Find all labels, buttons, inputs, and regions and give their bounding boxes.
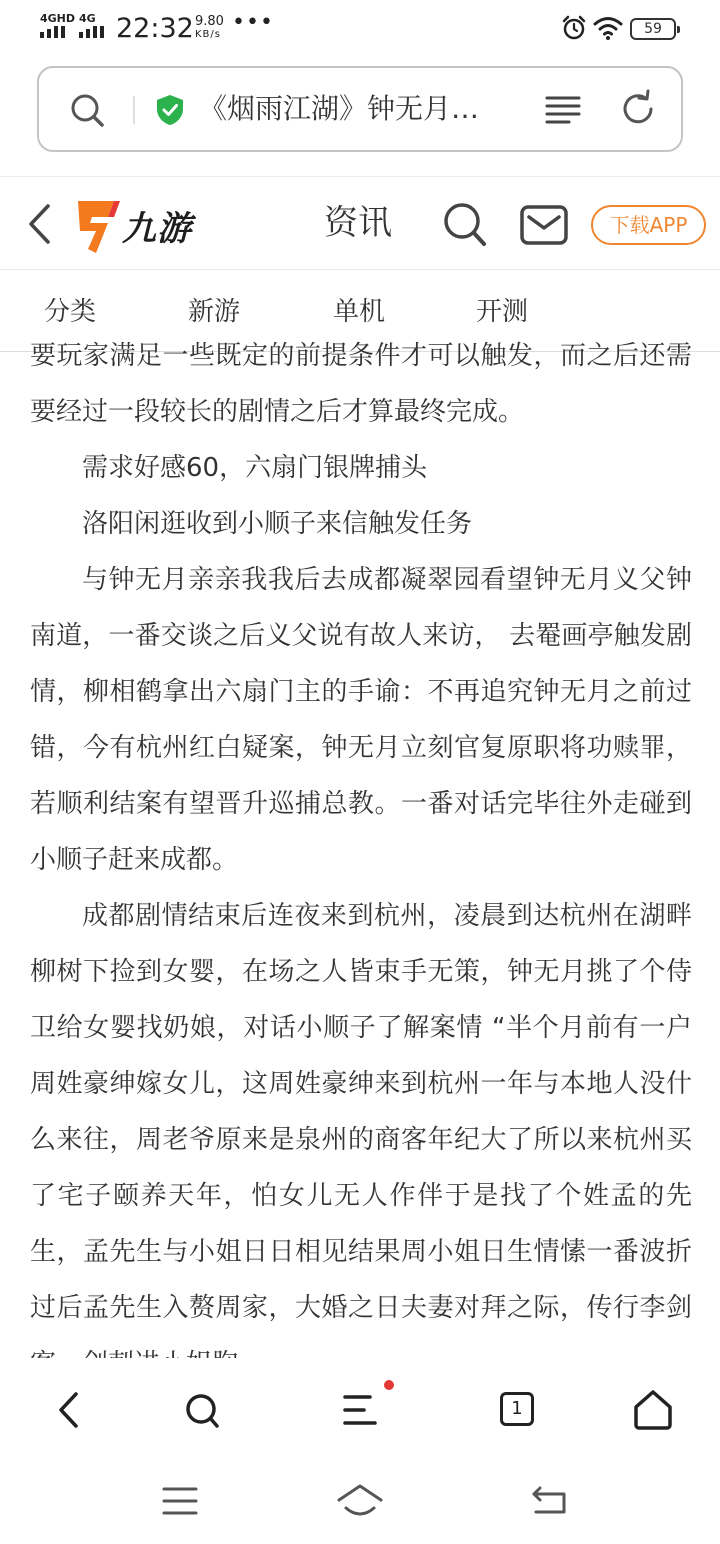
category-item-beta-test[interactable]: 开测 xyxy=(476,297,529,327)
network-speed-unit: KB/s xyxy=(195,29,221,40)
home-icon[interactable] xyxy=(336,1482,384,1518)
menu-icon[interactable] xyxy=(342,1388,378,1432)
reader-mode-icon[interactable] xyxy=(545,95,581,125)
shield-check-icon[interactable] xyxy=(155,94,185,126)
home-icon[interactable] xyxy=(632,1388,674,1432)
category-item-single-player[interactable]: 单机 xyxy=(333,297,386,327)
page-title[interactable]: 《烟雨江湖》钟无月… xyxy=(199,92,480,125)
signal-strength-icon xyxy=(40,26,65,38)
system-navigation-bar xyxy=(0,1462,720,1544)
alarm-icon xyxy=(560,14,588,42)
address-bar[interactable] xyxy=(37,66,683,152)
article-paragraph: 需求好感60，六扇门银牌捕头 xyxy=(82,453,428,483)
article-content xyxy=(0,341,720,1358)
back-icon[interactable] xyxy=(530,1484,568,1516)
battery-indicator: 59 xyxy=(630,18,676,40)
more-notifications-icon: ••• xyxy=(232,10,274,35)
section-title[interactable]: 资讯 xyxy=(324,203,392,243)
category-item-classify[interactable]: 分类 xyxy=(44,297,97,327)
search-icon[interactable] xyxy=(184,1388,222,1432)
back-icon[interactable] xyxy=(26,203,52,245)
tabs-button[interactable]: 1 xyxy=(500,1392,534,1426)
signal-strength-icon-2 xyxy=(79,26,104,38)
notification-dot xyxy=(384,1380,394,1390)
back-icon[interactable] xyxy=(56,1388,82,1432)
site-header xyxy=(0,176,720,270)
logo-text: 九游 xyxy=(122,209,192,249)
search-icon[interactable] xyxy=(442,201,486,247)
address-divider xyxy=(133,96,135,124)
network-type-1: 4GHD xyxy=(40,12,76,25)
article-paragraph: 洛阳闲逛收到小顺子来信触发任务 xyxy=(82,509,473,539)
network-speed-value: 9.80 xyxy=(195,14,224,29)
search-icon[interactable] xyxy=(69,92,105,128)
mail-icon[interactable] xyxy=(520,205,568,245)
article-paragraph: 要玩家满足一些既定的前提条件才可以触发，而之后还需要经过一段较长的剧情之后才算最终完成。 xyxy=(30,341,692,427)
article-body xyxy=(30,328,692,1392)
category-item-new-games[interactable]: 新游 xyxy=(188,297,241,327)
recents-icon[interactable] xyxy=(162,1486,198,1516)
network-speed xyxy=(195,15,224,41)
network-type-2: 4G xyxy=(79,12,96,25)
ninegame-logo-icon xyxy=(74,197,124,257)
clock: 22:32 xyxy=(116,13,194,44)
download-app-button[interactable]: 下载APP xyxy=(591,205,706,245)
site-logo[interactable] xyxy=(74,197,204,257)
browser-toolbar xyxy=(0,1358,720,1462)
article-paragraph: 成都剧情结束后连夜来到杭州，凌晨到达杭州在湖畔柳树下捡到女婴，在场之人皆束手无策，钟无月挑了个侍卫给女婴找奶娘，对话小顺子了解案情 “半个月前有一户周姓豪绅嫁女儿，这周姓豪绅来到杭州一年与本地人没什么来往，周老爷原来是泉州的商客年纪大了所以来杭州买了宅子颐养天年，怕女儿无人作伴于是找了个姓孟的先生，孟先生与小姐日日相见结果周小姐日生情愫一番波折过后孟先生入赘周家，大婚之日夫妻对拜之际，传行李剑 xyxy=(30,901,692,1323)
article-paragraph: 与钟无月亲亲我我后去成都凝翠园看望钟无月义父钟南道，一番交谈之后义父说有故人来访， 去罨画亭触发剧情，柳相鹤拿出六扇门主的手谕：不再追究钟无月之前过错，今有杭州红白疑案，钟无月立刻官复原职将功赎罪，若顺利结案有望晋升巡捕总教。一番对话完毕往外走碰到小顺子赶来成都。 xyxy=(30,565,692,875)
wifi-icon xyxy=(593,15,623,41)
status-bar xyxy=(0,0,720,58)
refresh-icon[interactable] xyxy=(619,90,657,128)
